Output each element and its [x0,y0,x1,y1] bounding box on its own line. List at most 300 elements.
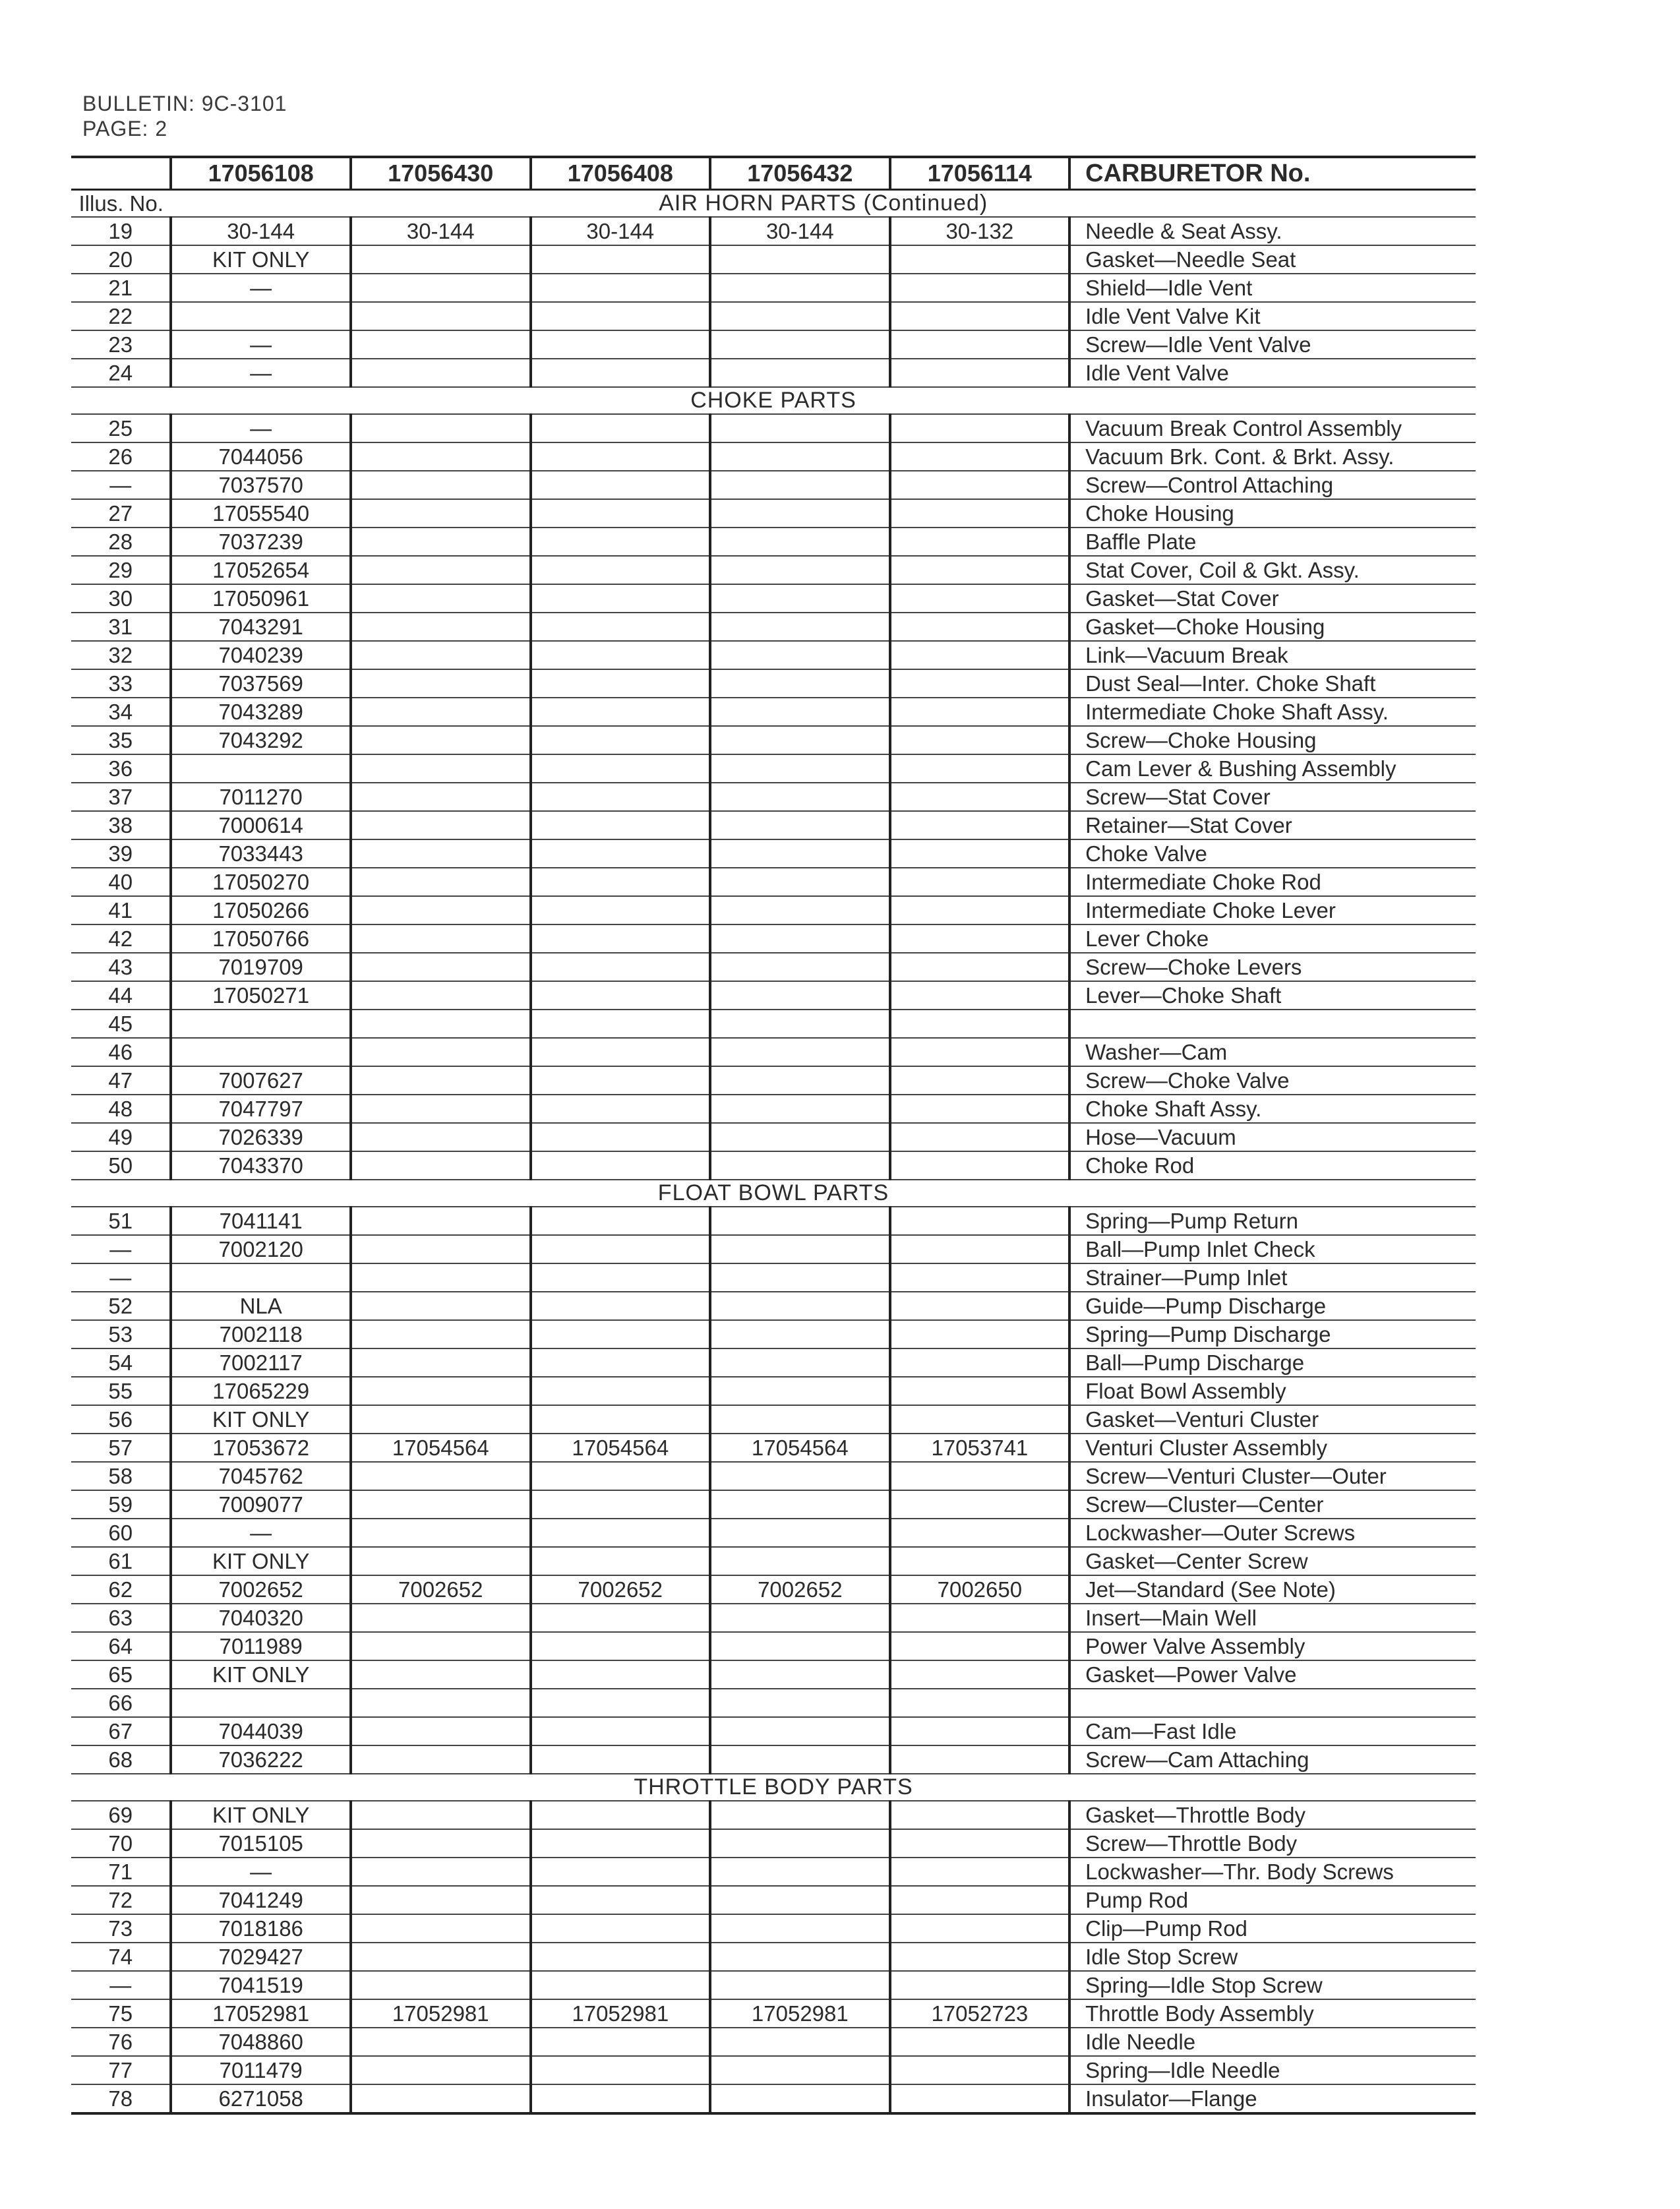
part-number-cell: 17065229 [171,1377,351,1405]
table-row [71,924,1476,953]
part-number-cell: 7047797 [171,1095,351,1123]
part-number-cell [710,868,890,896]
part-number-cell: 7041519 [171,1971,351,1999]
part-number-cell [890,641,1070,669]
part-number-cell [710,499,890,528]
part-description-cell: Ball—Pump Discharge [1069,1348,1476,1377]
illus-number-cell: 43 [71,953,171,981]
illus-number-cell: 63 [71,1604,171,1632]
part-number-cell: 7011479 [171,2056,351,2084]
part-number-cell [890,1717,1070,1745]
part-number-cell [351,613,531,641]
part-number-cell [890,2028,1070,2056]
illus-number-cell: 77 [71,2056,171,2084]
part-number-cell: 30-144 [351,217,531,245]
part-number-cell [890,499,1070,528]
part-number-cell [710,1660,890,1689]
carb-number-header: 17056108 [171,157,351,190]
part-description-cell: Screw—Idle Vent Valve [1069,330,1476,359]
part-number-cell [710,330,890,359]
part-number-cell: 17050961 [171,584,351,613]
part-description-cell: Choke Housing [1069,499,1476,528]
table-row [71,2056,1476,2084]
part-number-cell [351,2084,531,2113]
part-number-cell [710,1151,890,1180]
part-number-cell [890,1689,1070,1717]
section-title: AIR HORN PARTS (Continued) [171,190,1476,218]
part-number-cell [890,1292,1070,1320]
part-number-cell: 7037570 [171,471,351,499]
table-row [71,1292,1476,1320]
part-number-cell [351,1095,531,1123]
part-number-cell [890,924,1070,953]
part-description-cell: Cam—Fast Idle [1069,1717,1476,1745]
part-number-cell [351,245,531,274]
table-row [71,528,1476,556]
part-number-cell [890,330,1070,359]
carb-number-header: 17056114 [890,157,1070,190]
part-number-cell [351,1829,531,1858]
part-number-cell [351,1943,531,1971]
part-number-cell [710,1632,890,1660]
table-row [71,1320,1476,1348]
part-number-cell [710,1858,890,1886]
part-description-cell: Dust Seal—Inter. Choke Shaft [1069,669,1476,698]
part-number-cell [531,1943,711,1971]
table-row [71,783,1476,811]
part-number-cell [710,896,890,924]
illus-number-cell: 41 [71,896,171,924]
part-number-cell [531,1886,711,1914]
part-number-cell [531,1348,711,1377]
part-number-cell [351,414,531,442]
part-number-cell [710,669,890,698]
illus-number-cell: 61 [71,1547,171,1575]
part-number-cell [351,896,531,924]
part-number-cell [710,1377,890,1405]
part-number-cell [710,1717,890,1745]
part-description-cell: Spring—Pump Return [1069,1207,1476,1235]
table-row [71,1151,1476,1180]
part-number-cell [351,1123,531,1151]
part-description-cell: Gasket—Venturi Cluster [1069,1405,1476,1434]
part-number-cell [890,1010,1070,1038]
part-number-cell [351,1717,531,1745]
part-number-cell [710,1943,890,1971]
section-title: THROTTLE BODY PARTS [71,1774,1476,1801]
part-number-cell [710,1519,890,1547]
part-number-cell: 7026339 [171,1123,351,1151]
table-row [71,1010,1476,1038]
illus-number-cell: 60 [71,1519,171,1547]
part-description-cell: Gasket—Choke Housing [1069,613,1476,641]
table-row [71,698,1476,726]
part-number-cell [531,442,711,471]
illus-number-cell: 30 [71,584,171,613]
illus-number-cell: — [71,1971,171,1999]
part-number-cell [531,1858,711,1886]
part-number-cell [531,981,711,1010]
section-title: FLOAT BOWL PARTS [71,1180,1476,1207]
illus-number-cell: 27 [71,499,171,528]
table-row [71,1377,1476,1405]
illus-number-cell: 47 [71,1066,171,1095]
part-description-cell: Gasket—Center Screw [1069,1547,1476,1575]
table-row [71,726,1476,754]
part-description-cell: Float Bowl Assembly [1069,1377,1476,1405]
table-row [71,1575,1476,1604]
table-row [71,839,1476,868]
part-description-cell: Idle Stop Screw [1069,1943,1476,1971]
part-number-cell [351,1745,531,1774]
part-number-cell: 7036222 [171,1745,351,1774]
part-description-cell: Retainer—Stat Cover [1069,811,1476,839]
part-number-cell: 7048860 [171,2028,351,2056]
table-row [71,981,1476,1010]
part-number-cell [351,1914,531,1943]
part-number-cell [890,1886,1070,1914]
part-number-cell [531,1971,711,1999]
table-row [71,1801,1476,1829]
part-number-cell [890,1604,1070,1632]
part-number-cell [531,726,711,754]
part-number-cell: 7043292 [171,726,351,754]
part-number-cell [531,556,711,584]
part-number-cell [531,1123,711,1151]
part-number-cell: 17055540 [171,499,351,528]
part-description-cell: Link—Vacuum Break [1069,641,1476,669]
part-number-cell [531,669,711,698]
table-row [71,2028,1476,2056]
part-number-cell [890,1519,1070,1547]
part-number-cell [710,442,890,471]
carb-number-header: 17056432 [710,157,890,190]
part-number-cell [710,1405,890,1434]
part-number-cell [531,302,711,330]
part-number-cell: 17054564 [531,1434,711,1462]
table-row [71,896,1476,924]
table-row [71,1999,1476,2028]
table-row [71,1943,1476,1971]
illus-number-cell: 71 [71,1858,171,1886]
part-number-cell [531,1801,711,1829]
illus-number-cell: 35 [71,726,171,754]
part-number-cell [890,1348,1070,1377]
part-number-cell [531,1151,711,1180]
part-description-cell: Screw—Stat Cover [1069,783,1476,811]
part-description-cell: Gasket—Power Valve [1069,1660,1476,1689]
part-number-cell [531,245,711,274]
part-number-cell: 7045762 [171,1462,351,1490]
part-number-cell: 17052723 [890,1999,1070,2028]
part-number-cell [171,1689,351,1717]
illus-number-cell: 29 [71,556,171,584]
part-number-cell [710,1971,890,1999]
illus-number-cell: 40 [71,868,171,896]
table-row [71,1547,1476,1575]
table-row [71,1689,1476,1717]
part-number-cell [890,613,1070,641]
table-row [71,1490,1476,1519]
part-number-cell: 17050271 [171,981,351,1010]
part-number-cell [710,1207,890,1235]
part-number-cell [351,1235,531,1263]
part-number-cell [531,1207,711,1235]
table-row [71,1660,1476,1689]
part-number-cell [710,1745,890,1774]
part-number-cell [890,1095,1070,1123]
part-number-cell [710,613,890,641]
part-description-cell: Vacuum Brk. Cont. & Brkt. Assy. [1069,442,1476,471]
part-description-cell: Lockwasher—Thr. Body Screws [1069,1858,1476,1886]
part-number-cell [710,783,890,811]
table-row [71,584,1476,613]
part-number-cell [710,2056,890,2084]
table-row [71,811,1476,839]
part-number-cell: 7040320 [171,1604,351,1632]
parts-table [71,156,1476,2115]
part-number-cell: 6271058 [171,2084,351,2113]
part-description-cell: Baffle Plate [1069,528,1476,556]
illus-number-cell: 53 [71,1320,171,1348]
part-description-cell: Gasket—Needle Seat [1069,245,1476,274]
illus-number-cell: 68 [71,1745,171,1774]
part-number-cell [351,584,531,613]
part-number-cell [710,953,890,981]
table-row [71,499,1476,528]
carb-number-header: 17056408 [531,157,711,190]
table-row [71,1235,1476,1263]
carb-number-header: 17056430 [351,157,531,190]
part-number-cell [351,359,531,387]
table-row [71,669,1476,698]
table-row [71,1886,1476,1914]
part-description-cell: Clip—Pump Rod [1069,1914,1476,1943]
part-number-cell [531,499,711,528]
part-number-cell [531,754,711,783]
part-number-cell [890,783,1070,811]
table-row [71,302,1476,330]
part-number-cell [351,1462,531,1490]
part-number-cell [531,2056,711,2084]
illus-number-cell: 59 [71,1490,171,1519]
part-number-cell [531,1914,711,1943]
part-number-cell [890,245,1070,274]
part-number-cell [531,471,711,499]
table-row [71,1263,1476,1292]
part-number-cell [710,1235,890,1263]
part-number-cell [531,1010,711,1038]
part-description-cell [1069,1689,1476,1717]
part-number-cell [710,1829,890,1858]
part-number-cell: 7015105 [171,1829,351,1858]
illus-number-cell: 48 [71,1095,171,1123]
part-number-cell [531,1066,711,1095]
part-number-cell [890,1320,1070,1348]
part-description-cell: Gasket—Throttle Body [1069,1801,1476,1829]
illus-number-cell: 32 [71,641,171,669]
part-number-cell [890,1405,1070,1434]
parts-sheet [71,156,1476,2115]
part-number-cell: 17053672 [171,1434,351,1462]
illus-number-cell: 36 [71,754,171,783]
part-number-cell [351,528,531,556]
part-number-cell: 7044039 [171,1717,351,1745]
part-description-cell: Idle Vent Valve [1069,359,1476,387]
part-number-cell [531,1660,711,1689]
part-number-cell: 7018186 [171,1914,351,1943]
part-number-cell: — [171,274,351,302]
part-number-cell [710,359,890,387]
part-number-cell [351,1207,531,1235]
part-number-cell [351,868,531,896]
part-number-cell [890,1066,1070,1095]
part-number-cell [710,1801,890,1829]
part-number-cell [171,1263,351,1292]
part-number-cell: 17052981 [531,1999,711,2028]
table-row [71,868,1476,896]
illus-number-cell: 58 [71,1462,171,1490]
part-number-cell: 7029427 [171,1943,351,1971]
part-description-cell: Spring—Idle Stop Screw [1069,1971,1476,1999]
part-number-cell [710,1547,890,1575]
part-number-cell: 7002118 [171,1320,351,1348]
table-row [71,556,1476,584]
part-number-cell [890,698,1070,726]
part-number-cell [351,2056,531,2084]
part-number-cell [351,1377,531,1405]
part-number-cell [351,783,531,811]
part-number-cell [890,1971,1070,1999]
part-number-cell: — [171,359,351,387]
part-description-cell: Idle Vent Valve Kit [1069,302,1476,330]
header-corner-cell [71,157,171,190]
part-number-cell [890,1632,1070,1660]
part-number-cell [351,1801,531,1829]
illus-number-cell: 44 [71,981,171,1010]
table-row [71,414,1476,442]
illus-number-cell: 72 [71,1886,171,1914]
part-description-cell: Screw—Throttle Body [1069,1829,1476,1858]
part-number-cell [531,1263,711,1292]
illus-number-cell: 33 [71,669,171,698]
table-row [71,1348,1476,1377]
part-number-cell [351,698,531,726]
part-number-cell [351,1348,531,1377]
part-number-cell [531,641,711,669]
section-header-row [71,387,1476,414]
part-number-cell: 7019709 [171,953,351,981]
table-row [71,754,1476,783]
part-number-cell [531,1095,711,1123]
part-number-cell [710,1320,890,1348]
part-number-cell [710,2028,890,2056]
part-number-cell [351,726,531,754]
part-number-cell [531,2028,711,2056]
part-number-cell: 30-132 [890,217,1070,245]
part-number-cell [890,896,1070,924]
part-number-cell [531,698,711,726]
part-number-cell [890,1801,1070,1829]
part-number-cell [710,924,890,953]
part-number-cell [890,1038,1070,1066]
part-number-cell: KIT ONLY [171,1660,351,1689]
part-number-cell: 7011270 [171,783,351,811]
part-number-cell [890,1462,1070,1490]
part-number-cell [890,953,1070,981]
part-description-cell: Jet—Standard (See Note) [1069,1575,1476,1604]
illus-number-cell: 54 [71,1348,171,1377]
illus-number-cell: 52 [71,1292,171,1320]
part-description-cell: Screw—Choke Valve [1069,1066,1476,1095]
illus-number-cell: 67 [71,1717,171,1745]
table-row [71,641,1476,669]
illus-number-cell: 31 [71,613,171,641]
part-number-cell [710,1292,890,1320]
part-number-cell: 30-144 [710,217,890,245]
part-number-cell [531,1405,711,1434]
illus-number-cell: 66 [71,1689,171,1717]
parts-table-body [71,190,1476,2114]
illus-number-cell: 73 [71,1914,171,1943]
illus-number-cell: 24 [71,359,171,387]
part-number-cell [531,1829,711,1858]
table-row [71,1207,1476,1235]
illus-number-cell: — [71,1263,171,1292]
part-number-cell: 7002652 [531,1575,711,1604]
table-row [71,1405,1476,1434]
part-number-cell: 7033443 [171,839,351,868]
part-number-cell: 17052981 [351,1999,531,2028]
part-number-cell [710,1348,890,1377]
part-number-cell [710,698,890,726]
section-header-row [71,1180,1476,1207]
part-number-cell [890,669,1070,698]
carburetor-caption: CARBURETOR No. [1069,157,1476,190]
part-number-cell: 7043289 [171,698,351,726]
part-number-cell [531,1604,711,1632]
illus-number-cell: 74 [71,1943,171,1971]
part-number-cell [171,302,351,330]
table-row [71,1829,1476,1858]
table-row [71,1632,1476,1660]
illus-number-cell: 42 [71,924,171,953]
part-number-cell [351,1066,531,1095]
part-number-cell [710,302,890,330]
illus-number-cell: 25 [71,414,171,442]
part-description-cell: Cam Lever & Bushing Assembly [1069,754,1476,783]
part-number-cell [890,1490,1070,1519]
part-number-cell [710,1914,890,1943]
illus-number-cell: 70 [71,1829,171,1858]
part-number-cell [890,442,1070,471]
section-header-row [71,1774,1476,1801]
illus-number-cell: 49 [71,1123,171,1151]
part-description-cell: Screw—Control Attaching [1069,471,1476,499]
part-number-cell [710,471,890,499]
part-number-cell [890,414,1070,442]
table-row [71,953,1476,981]
part-number-cell: 7002652 [351,1575,531,1604]
illus-number-cell: 39 [71,839,171,868]
part-number-cell [890,359,1070,387]
illus-number-cell: 26 [71,442,171,471]
table-row [71,2084,1476,2113]
part-number-cell: — [171,414,351,442]
part-number-cell [531,868,711,896]
part-number-cell [710,1604,890,1632]
part-number-cell [531,2084,711,2113]
